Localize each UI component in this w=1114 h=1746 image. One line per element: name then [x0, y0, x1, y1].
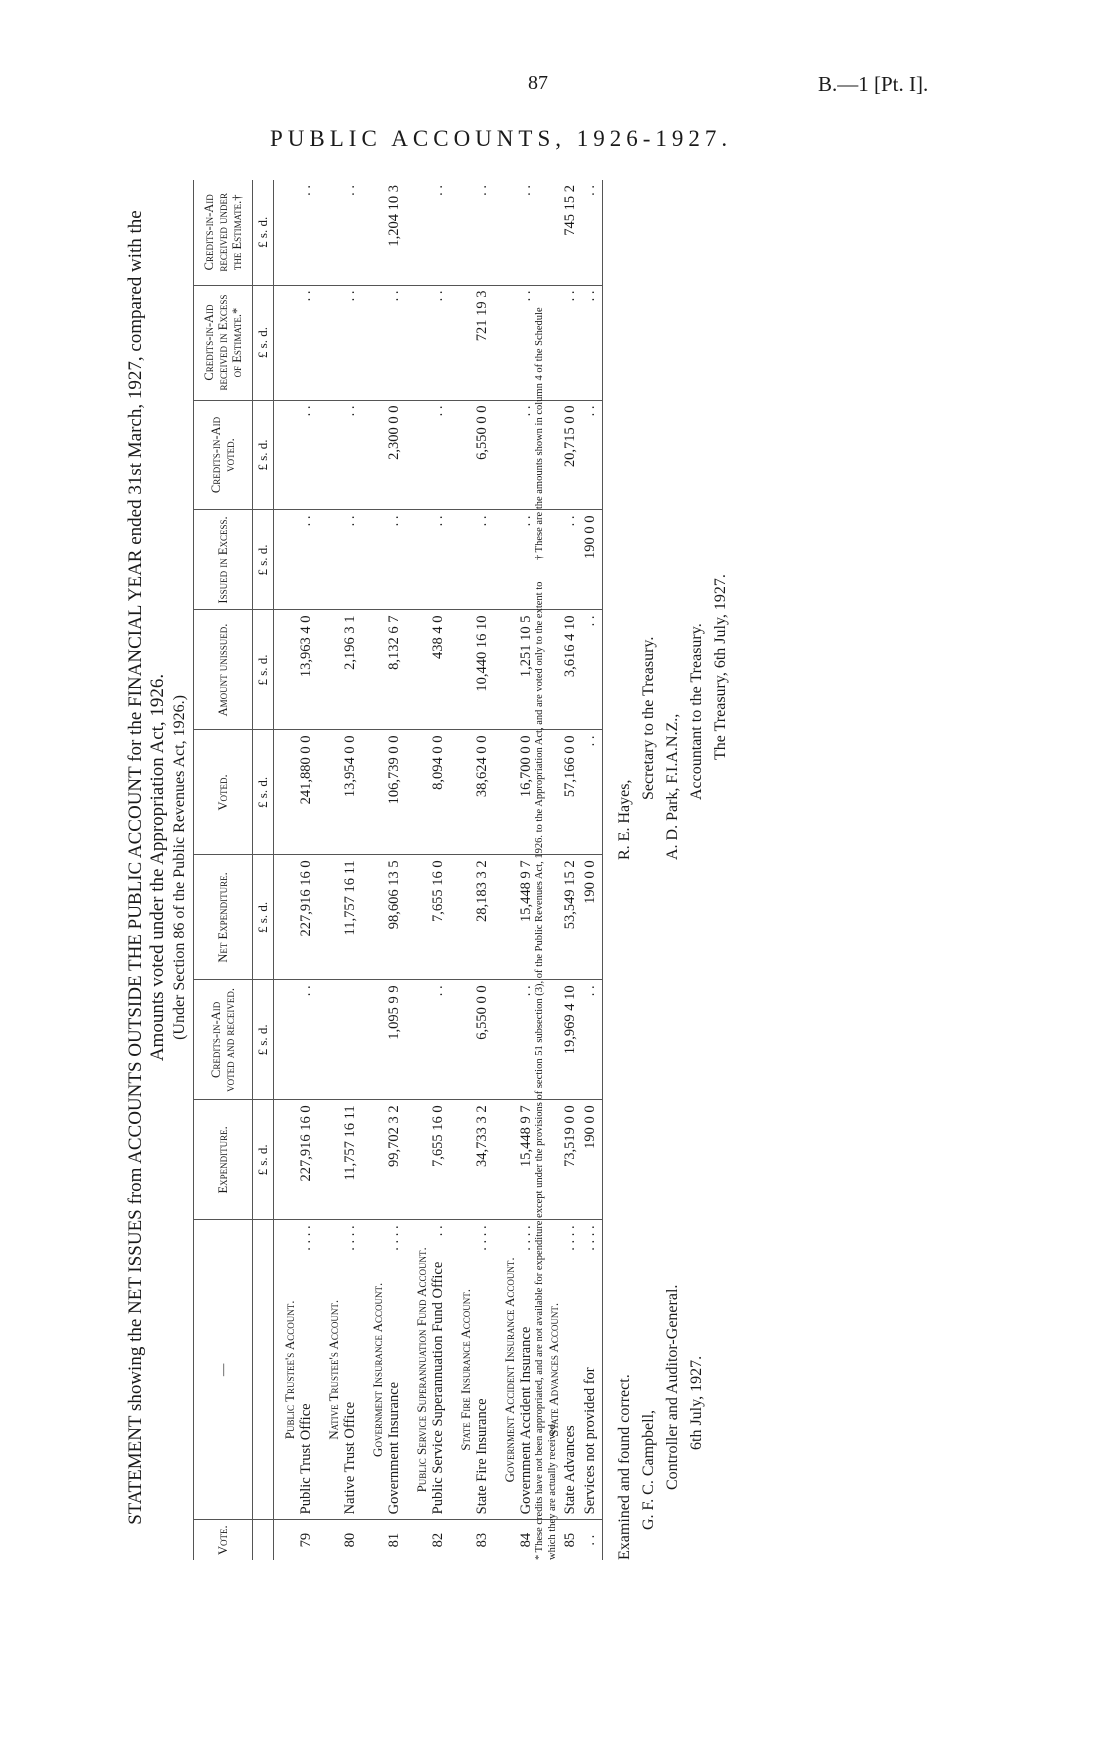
statement-heading-line1: STATEMENT showing the NET ISSUES from ACCOUNTS OUTSIDE THE PUBLIC ACCOUNT for the FINANCIAL YEAR ended 31st March, 1927, compared with the [125, 210, 146, 1525]
cell-voted: 57,166 0 0 [562, 730, 582, 855]
cell-excess: . . [474, 510, 494, 610]
table-row [386, 180, 406, 1560]
cell-unissued: 8,132 6 7 [386, 610, 406, 730]
table-header-row [194, 180, 253, 1560]
cell-credits-voted-received: 19,969 4 10 [562, 980, 582, 1100]
cell-aid-voted: . . [518, 400, 538, 510]
cell-excess: . . [430, 510, 450, 610]
leader-dots: . . . . [342, 1225, 358, 1251]
cell-excess: . . [386, 510, 406, 610]
cell-vote: 85 [562, 1532, 578, 1548]
col-expenditure: Expenditure. [194, 1100, 253, 1220]
cell-voted: 13,954 0 0 [342, 730, 362, 855]
cell-aid-under: 745 15 2 [562, 180, 582, 285]
cell-expenditure: 73,519 0 0 [562, 1100, 582, 1220]
group-title-row [406, 180, 430, 1560]
cell-aid-excess: . . [430, 285, 450, 400]
treasury-date: The Treasury, 6th July, 1927. [712, 574, 729, 760]
auditor-signature-block [613, 1285, 709, 1560]
cell-net: 98,606 13 5 [386, 855, 406, 980]
cell-unissued: 10,440 16 10 [474, 610, 494, 730]
cell-name [562, 1220, 582, 1520]
cell-net: 28,183 3 2 [474, 855, 494, 980]
accountant-title: Accountant to the Treasury. [688, 623, 705, 800]
group-title: Public Trustee's Account. [274, 1220, 299, 1520]
row-name: Government Insurance [386, 1381, 402, 1515]
leader-dots: . . . . [582, 1225, 598, 1251]
col-amount-unissued: Amount unissued. [194, 610, 253, 730]
group-title-row [450, 180, 474, 1560]
col-issued-in-excess: Issued in Excess. [194, 510, 253, 610]
cell-name [342, 1220, 362, 1520]
cell-aid-voted: 6,550 0 0 [474, 400, 494, 510]
row-name: State Fire Insurance [474, 1398, 490, 1515]
footnote-star: * These credits have not been appropriated, and are not available for expenditure except under the provisions of section 51 subsection (3), of the Public Revenues Act, 1926. to the Appropriation Act, and are voted only to the extent to which they are actually received. [534, 581, 558, 1560]
statement-subheading: (Under Section 86 of the Public Revenues Act, 1926.) [171, 695, 188, 1040]
cell-net: 15,448 9 7 [518, 855, 538, 980]
cell-aid-under: . . [582, 180, 603, 285]
cell-excess: . . [518, 510, 538, 610]
cell-credits-voted-received: 1,095 9 9 [386, 980, 406, 1100]
cell-voted: . . [582, 730, 603, 855]
cell-excess: 190 0 0 [582, 510, 603, 610]
cell-net: 11,757 16 11 [342, 855, 362, 980]
cell-aid-excess: . . [518, 285, 538, 400]
auditor-date: 6th July, 1927. [688, 1355, 705, 1450]
group-title: State Fire Insurance Account. [450, 1220, 474, 1520]
leader-dots: . . . . [518, 1225, 534, 1251]
cell-unissued: . . [582, 610, 603, 730]
cell-expenditure: 15,448 9 7 [518, 1100, 538, 1220]
cell-aid-under: . . [298, 180, 318, 285]
cell-expenditure: 227,916 16 0 [298, 1100, 318, 1220]
auditor-title: Controller and Auditor-General. [664, 1284, 681, 1490]
cell-expenditure: 11,757 16 11 [342, 1100, 362, 1220]
cell-excess: . . [298, 510, 318, 610]
cell-credits-voted-received: . . [518, 980, 538, 1100]
table-row [430, 180, 450, 1560]
cell-vote: 79 [298, 1532, 314, 1548]
cell-net: 227,916 16 0 [298, 855, 318, 980]
cell-expenditure: 34,733 3 2 [474, 1100, 494, 1220]
page-number: 87 [528, 72, 548, 94]
cell-aid-excess: . . [298, 285, 318, 400]
col-credits-excess: Credits-in-Aid received in Excess of Estimate.* [194, 285, 253, 400]
cell-vote: . . [582, 1520, 603, 1560]
cell-vote: 83 [474, 1532, 490, 1548]
group-title-row [362, 180, 386, 1560]
table-row [298, 180, 318, 1560]
unit-label: £ s. d. [253, 980, 274, 1100]
leader-dots: . . . . [562, 1225, 578, 1251]
group-title-row [494, 180, 518, 1560]
cell-unissued: 2,196 3 1 [342, 610, 362, 730]
cell-vote: 84 [518, 1532, 534, 1548]
cell-expenditure: 7,655 16 0 [430, 1100, 450, 1220]
cell-excess: . . [342, 510, 362, 610]
group-title-row [274, 180, 299, 1560]
cell-aid-voted: 2,300 0 0 [386, 400, 406, 510]
page-title: PUBLIC ACCOUNTS, 1926-1927. [270, 126, 733, 151]
group-title: Public Service Superannuation Fund Account. [406, 1220, 430, 1520]
cell-unissued: 3,616 4 10 [562, 610, 582, 730]
secretary-title: Secretary to the Treasury. [640, 636, 657, 800]
group-title-row [318, 180, 342, 1560]
cell-aid-voted: . . [430, 400, 450, 510]
row-name: Services not provided for [582, 1367, 598, 1515]
unit-label: £ s. d. [253, 610, 274, 730]
cell-aid-under: . . [518, 180, 538, 285]
statement-heading-line2: Amounts voted under the Appropriation Act, 1926. [147, 673, 168, 1062]
cell-aid-voted: . . [582, 400, 603, 510]
cell-aid-under: . . [430, 180, 450, 285]
unit-label: £ s. d. [253, 855, 274, 980]
cell-credits-voted-received: . . [298, 980, 318, 1100]
col-voted: Voted. [194, 730, 253, 855]
unit-label: £ s. d. [253, 510, 274, 610]
accountant-name: A. D. Park, F.I.A.N.Z., [664, 713, 681, 860]
table-row [562, 180, 582, 1560]
cell-aid-under: 1,204 10 3 [386, 180, 406, 285]
cell-net: 53,549 15 2 [562, 855, 582, 980]
leader-dots: . . . . [298, 1225, 314, 1251]
cell-aid-excess: 721 19 3 [474, 285, 494, 400]
cell-aid-excess: . . [562, 285, 582, 400]
unit-label: £ s. d. [253, 1100, 274, 1220]
cell-aid-excess: . . [342, 285, 362, 400]
cell-unissued: 438 4 0 [430, 610, 450, 730]
cell-name [582, 1220, 603, 1520]
group-title: Government Insurance Account. [362, 1220, 386, 1520]
cell-voted: 38,624 0 0 [474, 730, 494, 855]
table-row [342, 180, 362, 1560]
cell-voted: 241,880 0 0 [298, 730, 318, 855]
cell-voted: 106,739 0 0 [386, 730, 406, 855]
cell-aid-voted: 20,715 0 0 [562, 400, 582, 510]
row-name: State Advances [562, 1425, 578, 1515]
units-row [253, 180, 274, 1560]
cell-name [298, 1220, 318, 1520]
cell-name [474, 1220, 494, 1520]
leader-dots: . . . . [386, 1225, 402, 1251]
footnote-dagger: † These are the amounts shown in column 4 of the Schedule [534, 307, 545, 560]
col-credits-aid-voted: Credits-in-Aid voted. [194, 400, 253, 510]
cell-expenditure: 99,702 3 2 [386, 1100, 406, 1220]
cell-aid-voted: . . [342, 400, 362, 510]
unit-label: £ s. d. [253, 730, 274, 855]
col-vote: Vote. [194, 1520, 253, 1560]
group-title: State Advances Account. [538, 1220, 562, 1520]
document-reference: B.—1 [Pt. I]. [818, 72, 929, 96]
row-name: Government Accident Insurance [518, 1326, 534, 1515]
col-net-expenditure: Net Expenditure. [194, 855, 253, 980]
cell-voted: 8,094 0 0 [430, 730, 450, 855]
cell-unissued: 1,251 10 5 [518, 610, 538, 730]
group-title: Government Accident Insurance Account. [494, 1220, 518, 1520]
cell-vote: 82 [430, 1532, 446, 1548]
cell-aid-excess: . . [582, 285, 603, 400]
examined-text: Examined and found correct. [616, 1374, 633, 1560]
table-row [582, 180, 603, 1560]
row-name: Public Service Superannuation Fund Office [430, 1261, 446, 1515]
unit-label: £ s. d. [253, 285, 274, 400]
cell-credits-voted-received: . . [582, 980, 603, 1100]
statement-heading [125, 175, 169, 1560]
auditor-name: G. F. C. Campbell, [640, 1409, 657, 1530]
secretary-name: R. E. Hayes, [616, 779, 633, 860]
unit-label: £ s. d. [253, 180, 274, 285]
cell-aid-under: . . [474, 180, 494, 285]
treasury-signature-block [613, 574, 733, 860]
row-name: Public Trust Office [298, 1403, 314, 1515]
cell-net: 190 0 0 [582, 855, 603, 980]
table-row [474, 180, 494, 1560]
col-credits-under: Credits-in-Aid received under the Estimate.† [194, 180, 253, 285]
leader-dots: . . . . [474, 1225, 490, 1251]
leader-dots: . . [430, 1225, 446, 1237]
cell-name [386, 1220, 406, 1520]
cell-expenditure: 190 0 0 [582, 1100, 603, 1220]
group-title: Native Trustee's Account. [318, 1220, 342, 1520]
cell-credits-voted-received: . . [430, 980, 450, 1100]
cell-credits-voted-received [342, 980, 362, 1100]
cell-voted: 16,700 0 0 [518, 730, 538, 855]
row-name: Native Trust Office [342, 1401, 358, 1515]
cell-unissued: 13,963 4 0 [298, 610, 318, 730]
cell-aid-under: . . [342, 180, 362, 285]
cell-name [430, 1220, 450, 1520]
cell-credits-voted-received: 6,550 0 0 [474, 980, 494, 1100]
col-name: — [194, 1220, 253, 1520]
cell-vote: 81 [386, 1532, 402, 1548]
cell-vote: 80 [342, 1532, 358, 1548]
cell-aid-excess: . . [386, 285, 406, 400]
cell-net: 7,655 16 0 [430, 855, 450, 980]
cell-aid-voted: . . [298, 400, 318, 510]
rotated-statement [125, 175, 915, 1560]
col-credits-voted-received: Credits-in-Aid voted and received. [194, 980, 253, 1100]
cell-excess: . . [562, 510, 582, 610]
unit-label: £ s. d. [253, 400, 274, 510]
